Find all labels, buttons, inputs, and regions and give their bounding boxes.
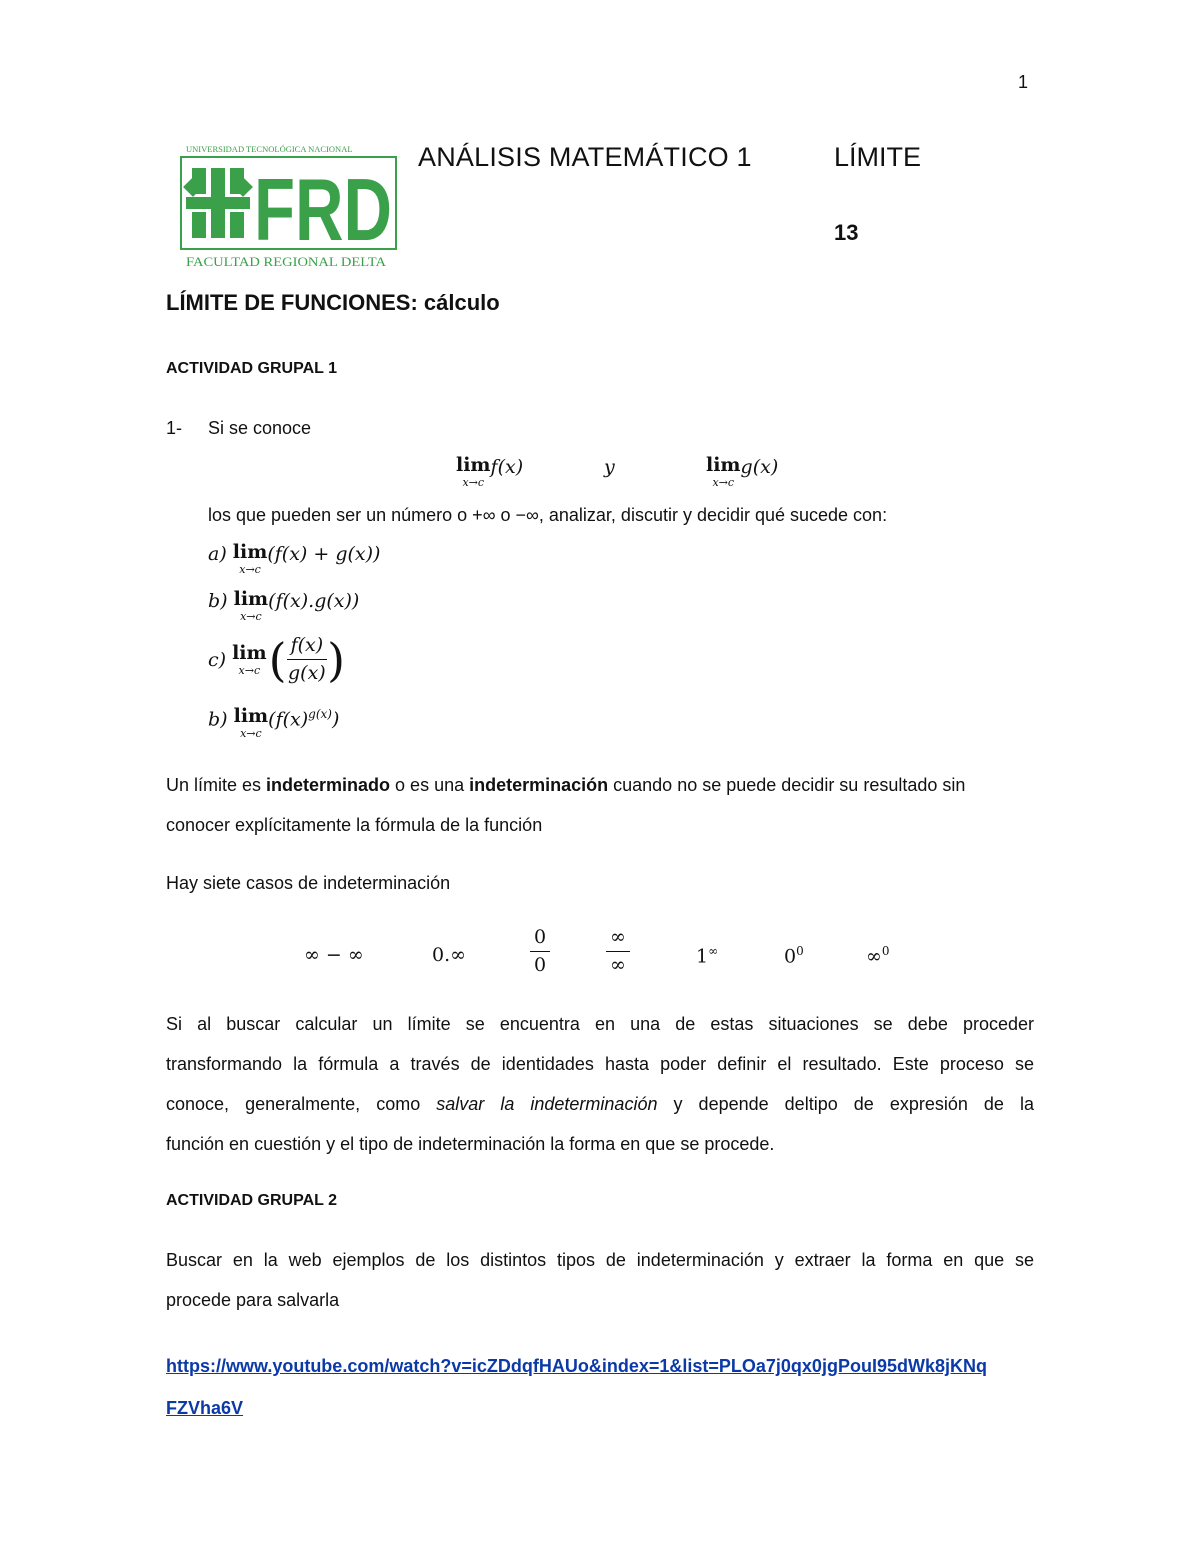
activity1-intro: Si se conoce (208, 418, 312, 438)
item-label: b) (208, 590, 228, 612)
item-c-fraction (287, 636, 328, 683)
text-line (166, 1084, 1034, 1124)
lim-word: lim (233, 705, 269, 727)
logo-bottom-text: FACULTAD REGIONAL DELTA (186, 254, 387, 269)
lim-sub: x→c (462, 476, 485, 489)
case-zero-over-zero (530, 928, 550, 976)
paren-right: ) (327, 632, 346, 687)
lim-word: lim (233, 588, 269, 610)
base: 1 (696, 945, 709, 968)
item-number: 1- (166, 418, 183, 438)
item-expr: (f(x).g(x)) (268, 590, 360, 612)
text-run: Un límite es (166, 775, 267, 795)
frac-num: 0 (530, 928, 550, 952)
exp: ∞ (708, 944, 719, 958)
item-label: b) (208, 708, 228, 731)
text-run: o es una (390, 775, 470, 795)
frac-den: g(x) (288, 662, 326, 684)
youtube-link[interactable]: https://www.youtube.com/watch?v=icZDdqfHAUo&index=1&list=PLOa7j0qx0jgPouI95dWk8jKNq (166, 1356, 987, 1376)
course-title: ANÁLISIS MATEMÁTICO 1 (418, 142, 752, 172)
term-indeterminacion: indeterminación (469, 775, 609, 795)
g-expr: g(x) (740, 456, 779, 478)
text-run: conoce, generalmente, como (166, 1094, 437, 1114)
activity2-title: ACTIVIDAD GRUPAL 2 (166, 1192, 337, 1209)
connector-y: y (604, 456, 615, 478)
item-label: a) (208, 543, 227, 565)
lim-sub: x→c (239, 563, 261, 576)
text-line: procede para salvarla (166, 1290, 340, 1310)
logo-top-text: UNIVERSIDAD TECNOLÓGICA NACIONAL (186, 144, 353, 154)
lim-word: lim (232, 541, 268, 563)
item-d (208, 707, 339, 739)
cases-intro: Hay siete casos de indeterminación (166, 873, 451, 893)
item-b (208, 590, 359, 622)
exp: 0 (796, 944, 804, 958)
lim-sub: x→c (240, 610, 262, 623)
text-run: y depende deltipo de expresión de la (657, 1094, 1034, 1114)
youtube-link-block (166, 1346, 1034, 1430)
topic-title: LÍMITE (834, 142, 922, 172)
logo-letters: FRD (254, 160, 392, 259)
paren-left: ( (268, 632, 287, 687)
case-one-pow-inf (696, 944, 718, 967)
item-label: c) (208, 648, 227, 671)
f-expr: f(x) (490, 456, 524, 478)
frac-den: 0 (534, 954, 547, 976)
activity1-title: ACTIVIDAD GRUPAL 1 (166, 360, 337, 377)
frac-num: f(x) (287, 636, 328, 660)
lim-word: lim (456, 454, 491, 476)
lim-word: lim (706, 454, 741, 476)
utn-emblem-icon (183, 168, 253, 238)
indeterminate-paragraph (166, 765, 1034, 845)
frd-logo (180, 140, 398, 270)
item-expr: (f(x) + g(x)) (267, 543, 381, 565)
case-zero-pow-zero (784, 944, 804, 967)
activity1-question: los que pueden ser un número o +∞ o −∞, analizar, discutir y decidir qué sucede con: (208, 505, 888, 525)
case-inf-over-inf (606, 928, 630, 976)
section-title: LÍMITE DE FUNCIONES: cálculo (166, 290, 500, 315)
base: ∞ (866, 945, 882, 968)
text-line: Buscar en la web ejemplos de los distintos tipos de indeterminación y extraer la forma en que se (166, 1250, 1034, 1270)
term-indeterminado: indeterminado (266, 775, 391, 795)
case-inf-pow-zero (866, 944, 889, 967)
base: 0 (784, 945, 797, 968)
item-base: (f(x) (268, 708, 309, 731)
limit-f (456, 456, 523, 488)
text-line: función en cuestión y el tipo de indeterminación la forma en que se procede. (166, 1134, 775, 1154)
procedure-paragraph (166, 1004, 1034, 1164)
page-number: 1 (1018, 72, 1029, 92)
item-a (208, 543, 380, 575)
lim-word: lim (232, 641, 267, 664)
activity2-text (166, 1240, 1034, 1320)
limit-g (706, 456, 778, 488)
lim-sub: x→c (238, 663, 261, 677)
item-exp: g(x) (308, 707, 332, 721)
youtube-link-continued[interactable]: FZVha6V (166, 1398, 244, 1418)
frac-den: ∞ (610, 954, 626, 976)
item-c (208, 632, 346, 687)
frac-num: ∞ (606, 928, 630, 952)
exp: 0 (881, 944, 890, 958)
text-run: conocer explícitamente la fórmula de la función (166, 815, 543, 835)
case-inf-minus-inf: ∞ − ∞ (304, 944, 364, 966)
frd-logo-graphic (180, 140, 398, 270)
lim-sub: x→c (240, 727, 262, 740)
text-run: cuando no se puede decidir su resultado sin (608, 775, 966, 795)
case-zero-times-inf: 0.∞ (432, 944, 466, 966)
term-salvar: salvar la indeterminación (436, 1094, 658, 1114)
text-line: transformando la fórmula a través de identidades hasta poder definir el resultado. Este proceso se (166, 1054, 1034, 1074)
item-close: ) (331, 708, 340, 731)
unit-number: 13 (834, 220, 859, 245)
lim-sub: x→c (712, 476, 735, 489)
text-line: Si al buscar calcular un límite se encuentra en una de estas situaciones se debe proceder (166, 1014, 1034, 1034)
